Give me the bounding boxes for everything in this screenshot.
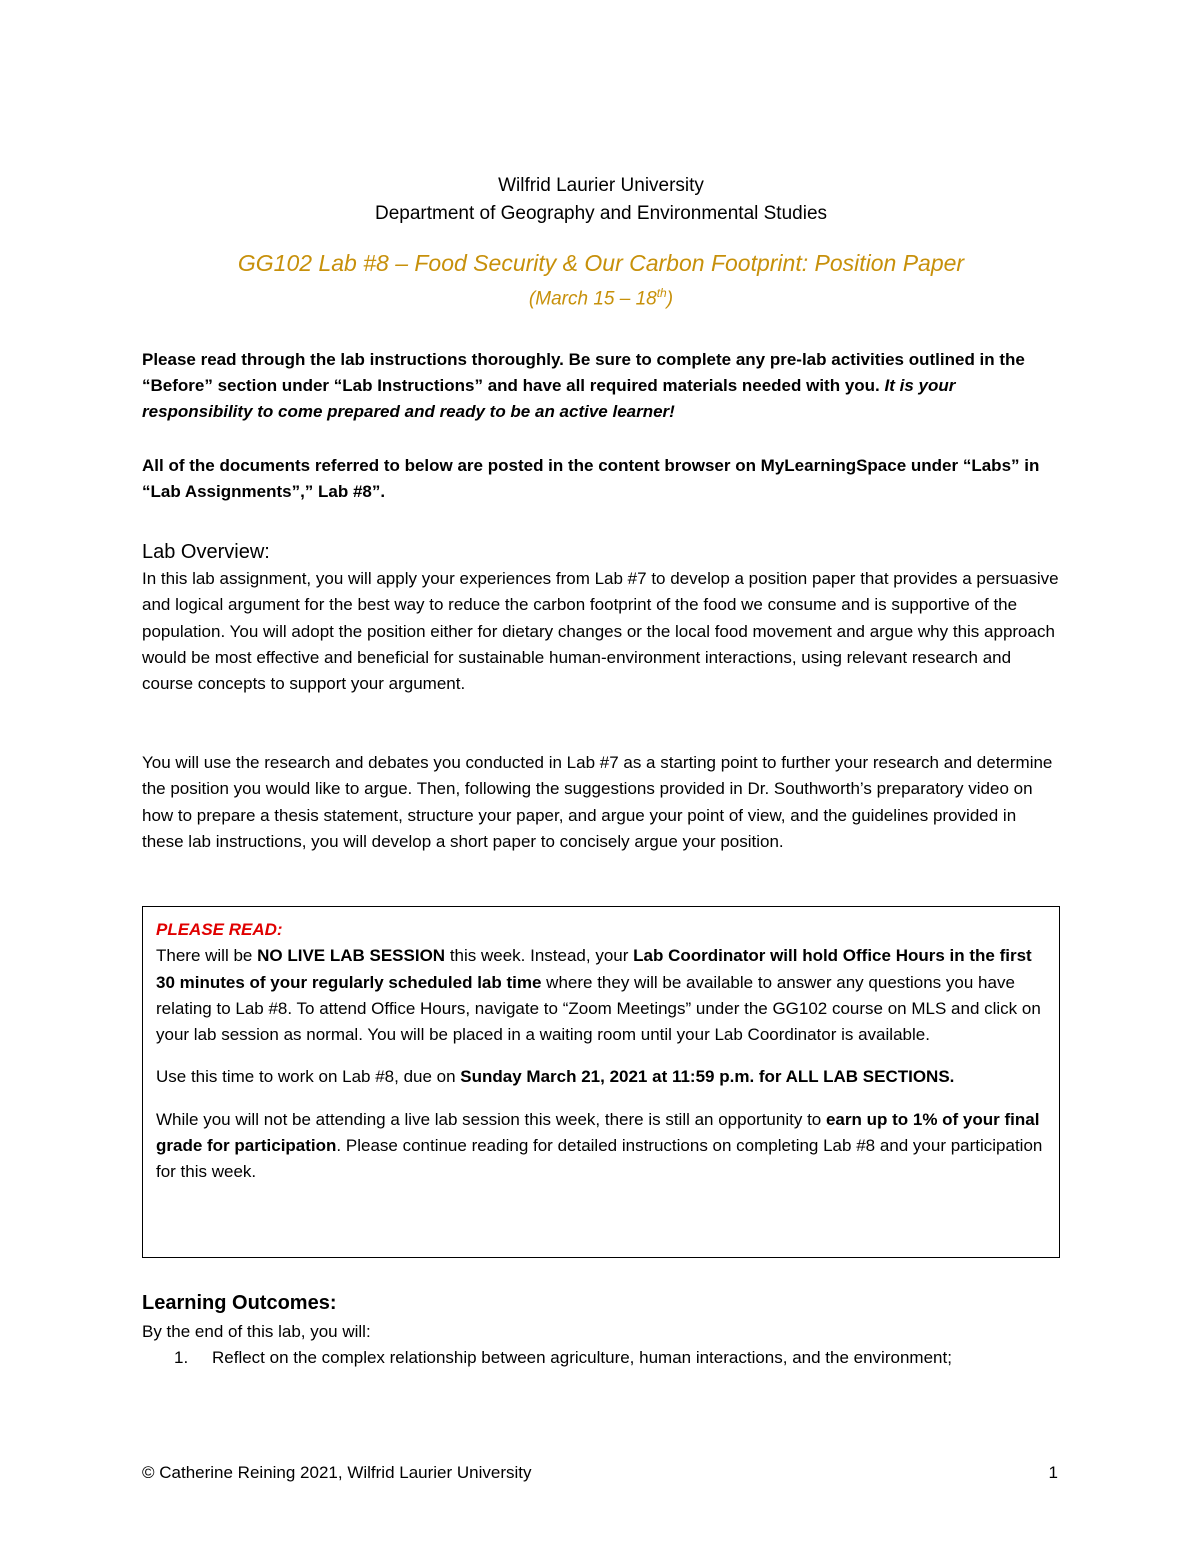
document-page: [142, 0, 1060, 1553]
outcomes-heading: Learning Outcomes:: [142, 1292, 337, 1314]
department-name: Department of Geography and Environmental Studies: [374, 203, 828, 224]
lab-dates: [142, 279, 1060, 313]
notice-s1-c: this week. Instead, your: [445, 946, 634, 966]
documents-note: All of the documents referred to below are posted in the content browser on MyLearningSpace under “Labs” in “Lab Assignments”,” Lab #8”.: [142, 456, 1040, 501]
notice-s1-b: NO LIVE LAB SESSION: [257, 946, 446, 966]
lab-dates-sup: th: [656, 286, 667, 300]
outcome-number: 1.: [174, 1348, 189, 1367]
intro-text: Please read through the lab instructions thoroughly. Be sure to complete any pre-lab activities outlined in the “Before” section under “Lab Instructions” and have all required materials needed with you.: [142, 350, 1025, 395]
notice-s1-d: Lab Coordinator will hold Office Hours in the first 30 minutes of your regularly scheduled lab time: [156, 946, 1032, 992]
intro-paragraph: [142, 347, 1060, 425]
footer-page-number: 1: [1048, 1463, 1058, 1482]
outcome-text: Reflect on the complex relationship between agriculture, human interactions, and the environment;: [212, 1348, 952, 1367]
notice-label: PLEASE READ:: [156, 920, 283, 939]
lab-title: GG102 Lab #8 – Food Security & Our Carbon Footprint: Position Paper: [237, 250, 965, 276]
notice-s3-c: . Please continue reading for detailed instructions on completing Lab #8 and your participation for this week.: [156, 1136, 1043, 1182]
overview-paragraph-2: You will use the research and debates you conducted in Lab #7 as a starting point to further your research and determine the position you would like to argue. Then, following the suggestions provided in Dr. Southworth’s preparatory video on how to prepare a thesis statement, structure your paper, and argue your point of view, and the guidelines provided in these lab instructions, you will develop a short paper to concisely argue your position.: [142, 753, 1053, 851]
notice-due-date: [156, 1064, 1047, 1090]
notice-s2-a: Use this time to work on Lab #8, due on: [156, 1067, 461, 1087]
notice-box: [142, 906, 1060, 1258]
lab-dates-prefix: (March 15 – 18: [528, 288, 657, 310]
notice-office-hours: [156, 943, 1047, 1048]
notice-s3-b: earn up to 1% of your final grade for participation: [156, 1109, 1040, 1156]
lab-dates-suffix: ): [666, 288, 674, 310]
notice-s1-a: There will be: [156, 946, 258, 966]
footer-copyright: © Catherine Reining 2021, Wilfrid Laurier University: [142, 1463, 532, 1482]
overview-paragraph-1: In this lab assignment, you will apply your experiences from Lab #7 to develop a position paper that provides a persuasive and logical argument for the best way to reduce the carbon footprint of the food we consume and is supportive of the population. You will adopt the position either for dietary changes or the local food movement and argue why this approach would be most effective and beneficial for sustainable human-environment interactions, using relevant research and course concepts to support your argument.: [142, 569, 1059, 694]
intro-italic: It is your responsibility to come prepared and ready to be an active learner!: [142, 376, 956, 421]
notice-participation: [156, 1107, 1047, 1186]
outcomes-intro: By the end of this lab, you will:: [142, 1322, 371, 1341]
notice-s3-a: While you will not be attending a live lab session this week, there is still an opportunity to: [156, 1109, 826, 1129]
university-name: Wilfrid Laurier University: [498, 175, 704, 196]
overview-heading: Lab Overview:: [142, 541, 270, 563]
notice-s1-e: where they will be available to answer any questions you have relating to Lab #8. To attend Office Hours, navigate to “Zoom Meetings” under the GG102 course on MLS and click on your lab session as normal. You will be placed in a waiting room until your Lab Coordinator is available.: [156, 972, 1041, 1045]
notice-s2-b: Sunday March 21, 2021 at 11:59 p.m. for ALL LAB SECTIONS.: [460, 1067, 955, 1087]
